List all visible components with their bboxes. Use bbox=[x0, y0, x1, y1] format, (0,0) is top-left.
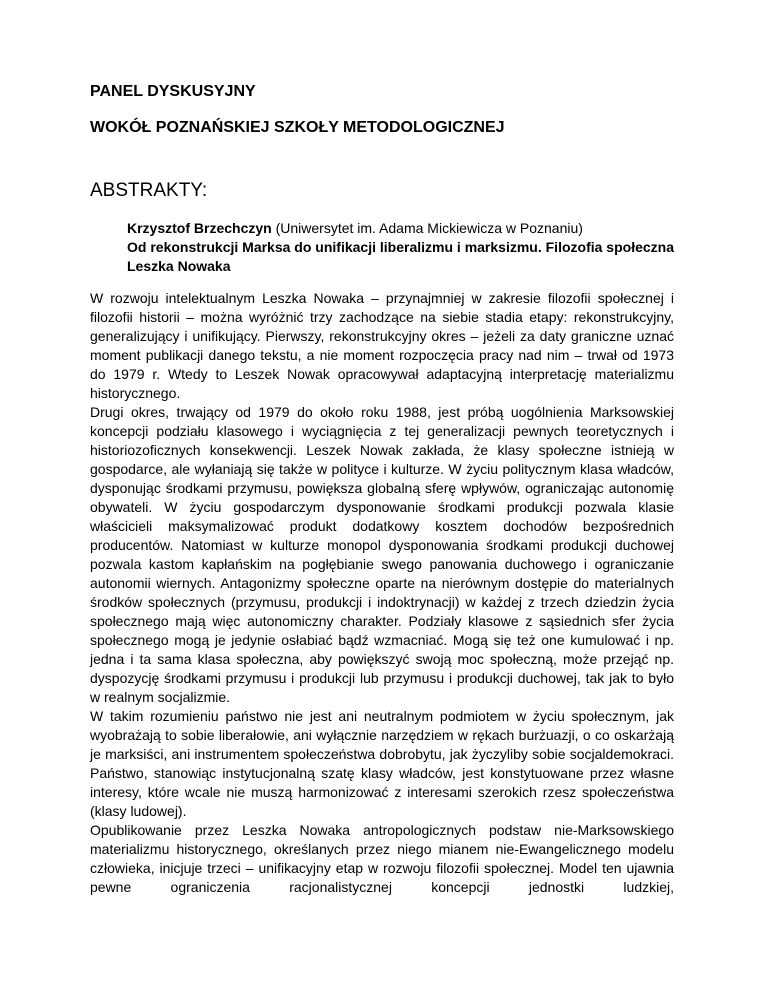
paragraph-2: Drugi okres, trwający od 1979 do około roku 1988, jest próbą uogólnienia Marksowskiej koncepcji podziału klasowego i wyciągnięcia z tej generalizacji pewnych teoretycznych i historiozoficznych konsekwencji. Leszek Nowak zakłada, że klasy społeczne istnieją w gospodarce, ale wyłaniają się także w polityce i kulturze. W życiu politycznym klasa władców, dysponując środkami przymusu, powiększa globalną sferę wpływów, ograniczając autonomię obywateli. W życiu gospodarczym dysponowanie środkami produkcji pozwala klasie właścicieli maksymalizować produkt dodatkowy kosztem dochodów bezpośrednich producentów. Natomiast w kulturze monopol dysponowania środkami produkcji duchowej pozwala kastom kapłańskim na pogłębianie swego panowania duchowego i ograniczanie autonomii wiernych. Antagonizmy społeczne oparte na nierównym dostępie do materialnych środków społecznych (przymusu, produkcji i indoktrynacji) w każdej z trzech dziedzin życia społecznego mają więc autonomiczny charakter. Podziały klasowe z sąsiednich sfer życia społecznego mogą je jedynie osłabiać bądź wzmacniać. Mogą się też one kumulować i np. jedna i ta sama klasa społeczna, aby powiększyć swoją moc społeczną, może przejąć np. dyspozycję środkami przymusu i produkcji lub przymusu i produkcji duchowej, tak jak to było w realnym socjalizmie. bbox=[90, 404, 674, 705]
author-name: Krzysztof Brzechczyn bbox=[127, 220, 272, 236]
paragraph-4: Opublikowanie przez Leszka Nowaka antropologicznych podstaw nie-Marksowskiego materializmu historycznego, określanych przez niego mianem nie-Ewangelicznego modelu człowieka, inicjuje trzeci – unifikacyjny etap w rozwoju filozofii społecznej. Model ten ujawnia pewne ograniczenia racjonalistycznej koncepcji jednostki ludzkiej, bbox=[90, 822, 674, 895]
author-line bbox=[127, 219, 674, 238]
abstract-body bbox=[90, 289, 674, 897]
author-block bbox=[127, 219, 674, 276]
panel-heading: PANEL DYSKUSYJNY bbox=[90, 83, 256, 100]
author-affiliation: (Uniwersytet im. Adama Mickiewicza w Poznaniu) bbox=[271, 220, 583, 236]
paper-title: Od rekonstrukcji Marksa do unifikacji liberalizmu i marksizmu. Filozofia społeczna Leszka Nowaka bbox=[127, 239, 674, 274]
abstracts-heading: ABSTRAKTY: bbox=[90, 180, 208, 201]
school-heading: WOKÓŁ POZNAŃSKIEJ SZKOŁY METODOLOGICZNEJ bbox=[90, 119, 505, 136]
paragraph-1: W rozwoju intelektualnym Leszka Nowaka – przynajmniej w zakresie filozofii społecznej i filozofii historii – można wyróżnić trzy zachodzące na siebie stadia etapy: rekonstrukcyjny, generalizujący i unifikujący. Pierwszy, rekonstrukcyjny okres – jeżeli za daty graniczne uznać moment publikacji danego tekstu, a nie moment rozpoczęcia pracy nad nim – trwał od 1973 do 1979 r. Wtedy to Leszek Nowak opracowywał adaptacyjną interpretację materializmu historycznego. bbox=[90, 290, 674, 401]
paragraph-3: W takim rozumieniu państwo nie jest ani neutralnym podmiotem w życiu społecznym, jak wyobrażają to sobie liberałowie, ani wyłącznie narzędziem w rękach burżuazji, o co oskarżają je marksiści, ani instrumentem społeczeństwa dobrobytu, jak życzyliby sobie socjaldemokraci. Państwo, stanowiąc instytucjonalną szatę klasy władców, jest konstytuowane przez własne interesy, które wcale nie muszą harmonizować z interesami szerokich rzesz społeczeństwa (klasy ludowej). bbox=[90, 708, 674, 819]
